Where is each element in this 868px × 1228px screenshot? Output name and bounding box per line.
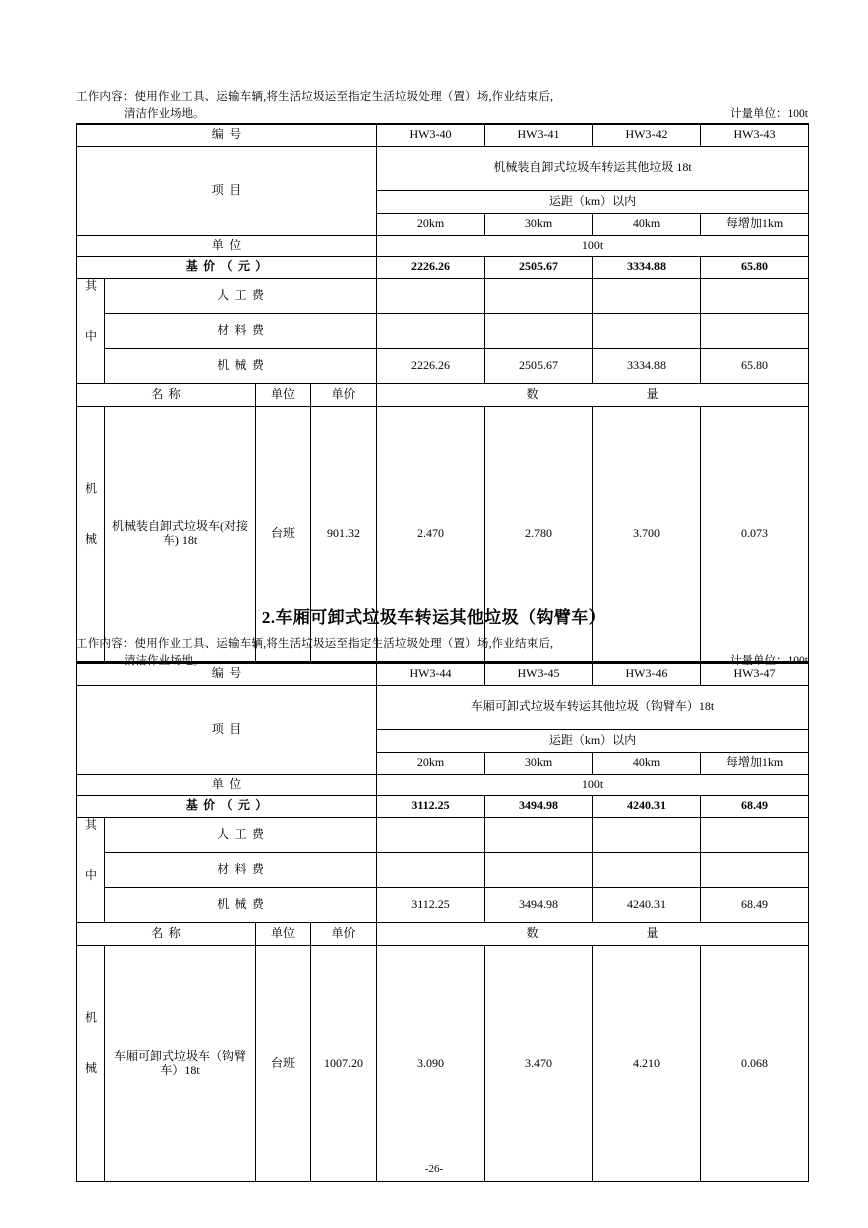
table-row-machine-fee-t2 (77, 887, 809, 922)
code-value-3-t1: HW3-42 (593, 124, 701, 146)
material-fee-2-t2 (485, 852, 593, 887)
measure-unit-note-t2: 计量单位：100t (730, 655, 808, 667)
labor-fee-3-t2 (593, 817, 701, 852)
unit-value-t2: 100t (377, 774, 809, 795)
material-fee-4-t2 (701, 852, 809, 887)
machinery-unit-t2: 台班 (256, 946, 311, 1182)
base-price-3-t1: 3334.88 (593, 256, 701, 278)
machinery-unit-t1: 台班 (256, 407, 311, 662)
base-price-2-t1: 2505.67 (485, 256, 593, 278)
machine-fee-4-t2: 68.49 (701, 887, 809, 922)
name-header-t1: 名称 (77, 384, 256, 407)
work-content-line1-t2: 工作内容：使用作业工具、运输车辆,将生活垃圾运至指定生活垃圾处理（置）场,作业结束后, (76, 638, 554, 650)
base-price-label-t2: 基价（元） (77, 795, 377, 817)
work-content-line2-t1: 清洁作业场地。 (124, 108, 205, 120)
material-fee-4-t1 (701, 313, 809, 348)
item-label-t1: 项目 (77, 146, 377, 235)
table-row-detail-header-t1 (77, 384, 809, 407)
distance-col-2-t2: 30km (485, 752, 593, 774)
project-title-t2: 车厢可卸式垃圾车转运其他垃圾（钩臂车）18t (377, 685, 809, 729)
machine-fee-2-t2: 3494.98 (485, 887, 593, 922)
machine-fee-3-t1: 3334.88 (593, 348, 701, 383)
code-label-t2: 编号 (77, 663, 377, 685)
code-label-t1: 编号 (77, 124, 377, 146)
material-fee-1-t1 (377, 313, 485, 348)
machinery-label-t2: 机械 (77, 946, 105, 1182)
labor-fee-3-t1 (593, 278, 701, 313)
table-row-labor-fee-t2 (77, 817, 809, 852)
machinery-price-t1: 901.32 (311, 407, 377, 662)
table-row-machine-fee-t1 (77, 348, 809, 383)
work-content-block-1 (76, 88, 808, 121)
base-price-1-t2: 3112.25 (377, 795, 485, 817)
distance-col-4-t1: 每增加1km (701, 213, 809, 235)
table-row-project-title-t2 (77, 685, 809, 729)
distance-header-t2: 运距（km）以内 (377, 729, 809, 752)
material-fee-label-t2: 材料费 (105, 852, 377, 887)
unit-col-header-t1: 单位 (256, 384, 311, 407)
labor-fee-1-t1 (377, 278, 485, 313)
distance-col-3-t1: 40km (593, 213, 701, 235)
distance-col-1-t1: 20km (377, 213, 485, 235)
distance-col-1-t2: 20km (377, 752, 485, 774)
table-row-unit-t1 (77, 235, 809, 256)
material-fee-2-t1 (485, 313, 593, 348)
code-value-2-t1: HW3-41 (485, 124, 593, 146)
unit-value-t1: 100t (377, 235, 809, 256)
page-number: -26- (424, 1163, 444, 1175)
distance-col-2-t1: 30km (485, 213, 593, 235)
machinery-qty-4-t2: 0.068 (701, 946, 809, 1182)
table-row-detail-header-t2 (77, 923, 809, 946)
qizhong-label-t1: 其中 (77, 278, 105, 384)
work-content-line1-t1: 工作内容：使用作业工具、运输车辆,将生活垃圾运至指定生活垃圾处理（置）场,作业结束后, (76, 91, 554, 103)
table-row-machinery-t2 (77, 946, 809, 1182)
machine-fee-4-t1: 65.80 (701, 348, 809, 383)
material-fee-label-t1: 材料费 (105, 313, 377, 348)
measure-unit-note-t1: 计量单位：100t (730, 108, 808, 120)
labor-fee-label-t1: 人工费 (105, 278, 377, 313)
labor-fee-2-t1 (485, 278, 593, 313)
table-row-material-fee-t1 (77, 313, 809, 348)
table-row-base-price-t2 (77, 795, 809, 817)
table-row-unit-t2 (77, 774, 809, 795)
table-row-code-t1 (77, 124, 809, 146)
quantity-header-t1: 数量 (377, 384, 809, 407)
machinery-price-t2: 1007.20 (311, 946, 377, 1182)
table-row-project-title-t1 (77, 146, 809, 190)
unit-label-t1: 单位 (77, 235, 377, 256)
machinery-qty-3-t1: 3.700 (593, 407, 701, 662)
machine-fee-1-t1: 2226.26 (377, 348, 485, 383)
code-value-1-t2: HW3-44 (377, 663, 485, 685)
work-content-line2-t2: 清洁作业场地。 (124, 655, 205, 667)
code-value-4-t2: HW3-47 (701, 663, 809, 685)
machine-fee-3-t2: 4240.31 (593, 887, 701, 922)
material-fee-3-t1 (593, 313, 701, 348)
machinery-qty-2-t2: 3.470 (485, 946, 593, 1182)
machinery-label-t1: 机械 (77, 407, 105, 662)
machinery-qty-3-t2: 4.210 (593, 946, 701, 1182)
unit-label-t2: 单位 (77, 774, 377, 795)
labor-fee-4-t2 (701, 817, 809, 852)
unit-price-header-t2: 单价 (311, 923, 377, 946)
material-fee-3-t2 (593, 852, 701, 887)
quota-table-1 (76, 123, 809, 662)
distance-col-3-t2: 40km (593, 752, 701, 774)
quantity-header-t2: 数量 (377, 923, 809, 946)
labor-fee-label-t2: 人工费 (105, 817, 377, 852)
base-price-4-t2: 68.49 (701, 795, 809, 817)
unit-col-header-t2: 单位 (256, 923, 311, 946)
machinery-name-t2: 车厢可卸式垃圾车（钩臂车）18t (105, 946, 256, 1182)
base-price-3-t2: 4240.31 (593, 795, 701, 817)
name-header-t2: 名称 (77, 923, 256, 946)
machinery-qty-1-t2: 3.090 (377, 946, 485, 1182)
distance-col-4-t2: 每增加1km (701, 752, 809, 774)
machinery-qty-1-t1: 2.470 (377, 407, 485, 662)
labor-fee-2-t2 (485, 817, 593, 852)
section-title-2: 2.车厢可卸式垃圾车转运其他垃圾（钩臂车） (261, 608, 607, 627)
table-row-base-price-t1 (77, 256, 809, 278)
base-price-2-t2: 3494.98 (485, 795, 593, 817)
base-price-1-t1: 2226.26 (377, 256, 485, 278)
labor-fee-4-t1 (701, 278, 809, 313)
unit-price-header-t1: 单价 (311, 384, 377, 407)
table-row-material-fee-t2 (77, 852, 809, 887)
base-price-4-t1: 65.80 (701, 256, 809, 278)
item-label-t2: 项目 (77, 685, 377, 774)
labor-fee-1-t2 (377, 817, 485, 852)
code-value-2-t2: HW3-45 (485, 663, 593, 685)
machine-fee-label-t2: 机械费 (105, 887, 377, 922)
base-price-label-t1: 基价（元） (77, 256, 377, 278)
machine-fee-2-t1: 2505.67 (485, 348, 593, 383)
material-fee-1-t2 (377, 852, 485, 887)
qizhong-label-t2: 其中 (77, 817, 105, 923)
distance-header-t1: 运距（km）以内 (377, 190, 809, 213)
code-value-4-t1: HW3-43 (701, 124, 809, 146)
table-row-labor-fee-t1 (77, 278, 809, 313)
table-row-code-t2 (77, 663, 809, 685)
machine-fee-label-t1: 机械费 (105, 348, 377, 383)
machinery-name-t1: 机械装自卸式垃圾车(对接车) 18t (105, 407, 256, 662)
code-value-3-t2: HW3-46 (593, 663, 701, 685)
machinery-qty-4-t1: 0.073 (701, 407, 809, 662)
machine-fee-1-t2: 3112.25 (377, 887, 485, 922)
quota-table-2 (76, 662, 809, 1182)
project-title-t1: 机械装自卸式垃圾车转运其他垃圾 18t (377, 146, 809, 190)
machinery-qty-2-t1: 2.780 (485, 407, 593, 662)
code-value-1-t1: HW3-40 (377, 124, 485, 146)
